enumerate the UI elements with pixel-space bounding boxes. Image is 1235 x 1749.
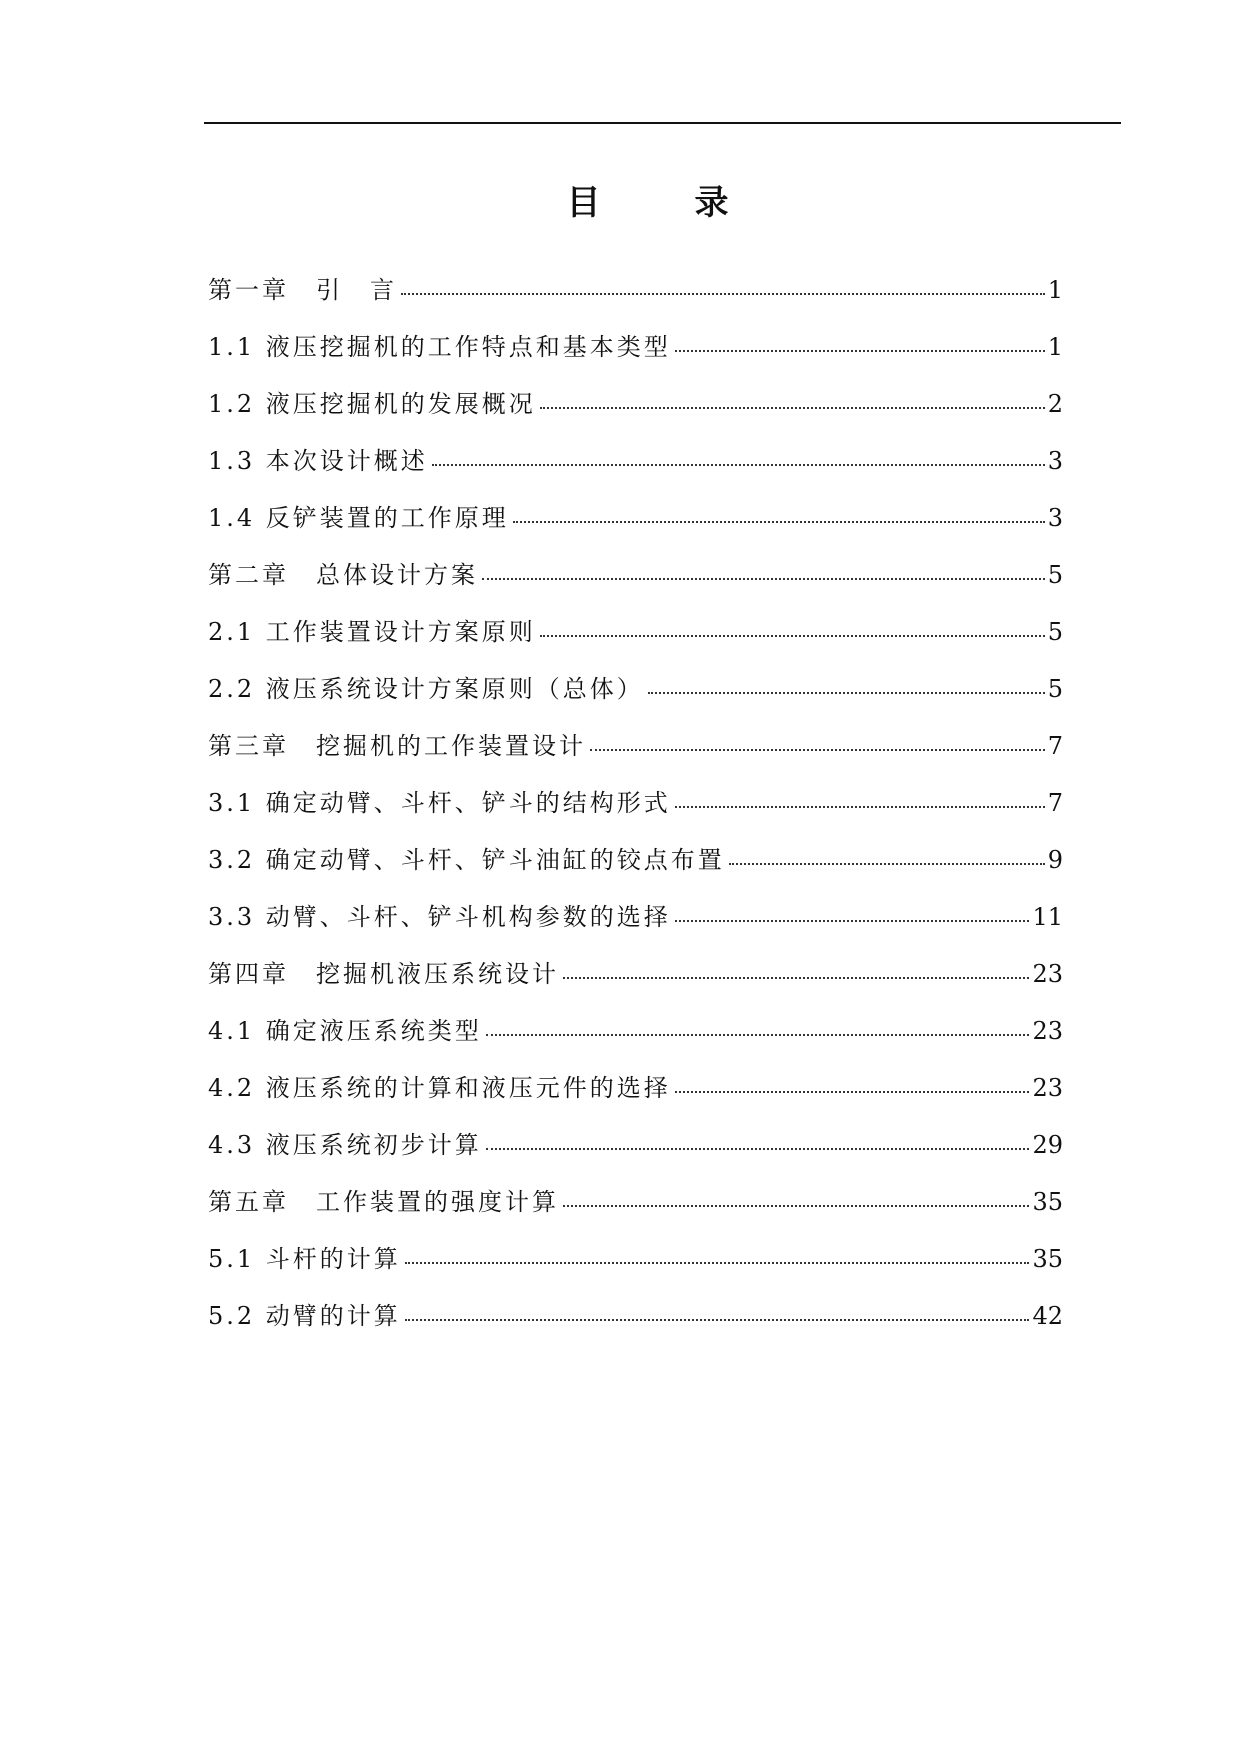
toc-list (208, 270, 1063, 1353)
toc-entry-text: 第一章 引 言 (208, 276, 397, 304)
toc-entry-page: 3 (1047, 447, 1063, 475)
toc-entry[interactable] (208, 1068, 1063, 1125)
toc-entry[interactable] (208, 840, 1063, 897)
header-rule (204, 122, 1121, 124)
toc-entry[interactable] (208, 726, 1063, 783)
toc-entry-text: 2.1 工作装置设计方案原则 (208, 618, 536, 646)
toc-entry-page: 9 (1047, 846, 1063, 874)
dot-leader (432, 464, 1045, 466)
toc-entry-page: 23 (1032, 960, 1063, 988)
toc-entry[interactable] (208, 270, 1063, 327)
toc-entry-page: 3 (1047, 504, 1063, 532)
toc-entry-text: 4.1 确定液压系统类型 (208, 1017, 482, 1045)
toc-entry-text: 5.1 斗杆的计算 (208, 1245, 401, 1273)
toc-entry[interactable] (208, 1239, 1063, 1296)
toc-entry[interactable] (208, 897, 1063, 954)
toc-entry-text: 4.3 液压系统初步计算 (208, 1131, 482, 1159)
toc-entry[interactable] (208, 1182, 1063, 1239)
dot-leader (540, 407, 1045, 409)
toc-entry-text: 3.2 确定动臂、斗杆、铲斗油缸的铰点布置 (208, 846, 725, 874)
toc-entry[interactable] (208, 555, 1063, 612)
dot-leader (401, 293, 1045, 295)
toc-entry-text: 1.4 反铲装置的工作原理 (208, 504, 509, 532)
toc-entry-text: 3.1 确定动臂、斗杆、铲斗的结构形式 (208, 789, 671, 817)
toc-entry-page: 2 (1047, 390, 1063, 418)
toc-entry-page: 5 (1047, 561, 1063, 589)
toc-entry-page: 11 (1032, 903, 1063, 931)
dot-leader (590, 749, 1045, 751)
toc-entry-text: 2.2 液压系统设计方案原则（总体） (208, 675, 644, 703)
toc-entry-text: 第二章 总体设计方案 (208, 561, 478, 589)
dot-leader (482, 578, 1045, 580)
dot-leader (405, 1319, 1030, 1321)
toc-entry[interactable] (208, 783, 1063, 840)
dot-leader (675, 1091, 1030, 1093)
toc-entry-text: 1.1 液压挖掘机的工作特点和基本类型 (208, 333, 671, 361)
dot-leader (729, 863, 1045, 865)
toc-entry[interactable] (208, 1011, 1063, 1068)
toc-entry[interactable] (208, 612, 1063, 669)
toc-entry-page: 7 (1047, 789, 1063, 817)
toc-entry-page: 1 (1047, 333, 1063, 361)
dot-leader (486, 1148, 1030, 1150)
dot-leader (675, 806, 1045, 808)
toc-entry-page: 29 (1032, 1131, 1063, 1159)
toc-entry[interactable] (208, 384, 1063, 441)
dot-leader (563, 1205, 1029, 1207)
toc-entry-page: 35 (1032, 1245, 1063, 1273)
dot-leader (648, 692, 1045, 694)
toc-entry[interactable] (208, 498, 1063, 555)
toc-entry-text: 4.2 液压系统的计算和液压元件的选择 (208, 1074, 671, 1102)
toc-entry-page: 23 (1032, 1074, 1063, 1102)
toc-entry[interactable] (208, 954, 1063, 1011)
toc-entry-text: 1.2 液压挖掘机的发展概况 (208, 390, 536, 418)
toc-entry-page: 5 (1047, 675, 1063, 703)
toc-entry-page: 23 (1032, 1017, 1063, 1045)
toc-title: 目 录 (566, 183, 759, 223)
toc-entry-text: 第四章 挖掘机液压系统设计 (208, 960, 559, 988)
dot-leader (513, 521, 1045, 523)
dot-leader (675, 920, 1030, 922)
toc-entry-page: 1 (1047, 276, 1063, 304)
toc-entry-text: 第三章 挖掘机的工作装置设计 (208, 732, 586, 760)
toc-entry-text: 第五章 工作装置的强度计算 (208, 1188, 559, 1216)
toc-entry-text: 5.2 动臂的计算 (208, 1302, 401, 1330)
toc-entry-page: 35 (1032, 1188, 1063, 1216)
dot-leader (563, 977, 1029, 979)
toc-entry[interactable] (208, 441, 1063, 498)
toc-entry[interactable] (208, 327, 1063, 384)
toc-entry-page: 5 (1047, 618, 1063, 646)
toc-entry-page: 42 (1032, 1302, 1063, 1330)
toc-entry-text: 3.3 动臂、斗杆、铲斗机构参数的选择 (208, 903, 671, 931)
dot-leader (405, 1262, 1030, 1264)
toc-entry-page: 7 (1047, 732, 1063, 760)
dot-leader (540, 635, 1045, 637)
dot-leader (486, 1034, 1030, 1036)
toc-entry[interactable] (208, 1296, 1063, 1353)
toc-entry[interactable] (208, 1125, 1063, 1182)
toc-entry[interactable] (208, 669, 1063, 726)
toc-entry-text: 1.3 本次设计概述 (208, 447, 428, 475)
dot-leader (675, 350, 1045, 352)
